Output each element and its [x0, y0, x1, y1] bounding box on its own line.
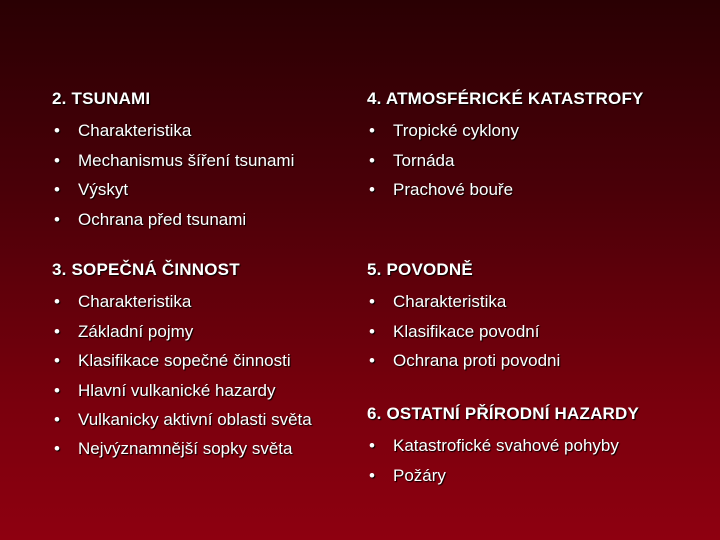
- bullet-icon: •: [54, 410, 60, 429]
- bullet-icon: •: [54, 321, 60, 341]
- list-item: • Klasifikace povodní: [367, 317, 707, 347]
- section-povodne: [367, 259, 707, 376]
- list-item: • Ochrana před tsunami: [52, 205, 352, 235]
- list-item: • Prachové bouře: [367, 175, 707, 205]
- bullet-icon: •: [369, 351, 375, 370]
- list-item: • Charakteristika: [52, 287, 352, 317]
- bullet-icon: •: [369, 121, 375, 140]
- list-item: • Vulkanicky aktivní oblasti světa: [54, 410, 312, 429]
- bullet-icon: •: [369, 180, 375, 199]
- section-heading: 4. ATMOSFÉRICKÉ KATASTROFY: [367, 89, 644, 108]
- list-item: • Klasifikace sopečné činnosti: [52, 346, 352, 376]
- section-heading: 6. OSTATNÍ PŘÍRODNÍ HAZARDY: [367, 404, 640, 423]
- bullet-icon: •: [54, 439, 60, 458]
- bullet-icon: •: [54, 351, 60, 370]
- bullet-list: [367, 287, 707, 376]
- section-atmosfericke-katastrofy: [367, 88, 707, 205]
- list-item: • Základní pojmy: [52, 317, 352, 347]
- list-item: • Výskyt: [52, 175, 352, 205]
- bullet-icon: •: [54, 121, 60, 140]
- bullet-list: [367, 431, 707, 490]
- bullet-icon: •: [369, 321, 375, 341]
- bullet-icon: •: [369, 436, 375, 455]
- list-item: • Mechanismus šíření tsunami: [52, 146, 352, 176]
- bullet-icon: •: [369, 150, 375, 170]
- section-sopecna-cinnost: [52, 259, 352, 464]
- bullet-icon: •: [369, 292, 375, 311]
- list-item: • Požáry: [367, 461, 707, 491]
- bullet-icon: •: [54, 150, 60, 170]
- list-item: • Hlavní vulkanické hazardy: [52, 376, 352, 406]
- list-item: • Charakteristika: [367, 287, 707, 317]
- bullet-list: [367, 116, 707, 205]
- list-item: • Charakteristika: [52, 116, 352, 146]
- bullet-icon: •: [54, 292, 60, 311]
- list-item: • Tropické cyklony: [367, 116, 707, 146]
- bullet-icon: •: [54, 209, 60, 229]
- bullet-icon: •: [54, 380, 60, 400]
- list-item: • Tornáda: [367, 146, 707, 176]
- section-heading: 3. SOPEČNÁ ČINNOST: [52, 260, 240, 279]
- list-item: • Katastrofické svahové pohyby: [367, 431, 707, 461]
- section-ostatni-prirodni-hazardy: [367, 403, 707, 490]
- section-heading: 5. POVODNĚ: [367, 260, 473, 279]
- bullet-list: [52, 287, 352, 464]
- section-tsunami: [52, 88, 352, 234]
- bullet-icon: •: [54, 180, 60, 199]
- bullet-list: [52, 116, 352, 234]
- list-item: • Nejvýznamnější sopky světa: [52, 434, 352, 464]
- section-heading: 2. TSUNAMI: [52, 89, 151, 108]
- list-item: • Ochrana proti povodni: [367, 346, 707, 376]
- bullet-icon: •: [369, 465, 375, 485]
